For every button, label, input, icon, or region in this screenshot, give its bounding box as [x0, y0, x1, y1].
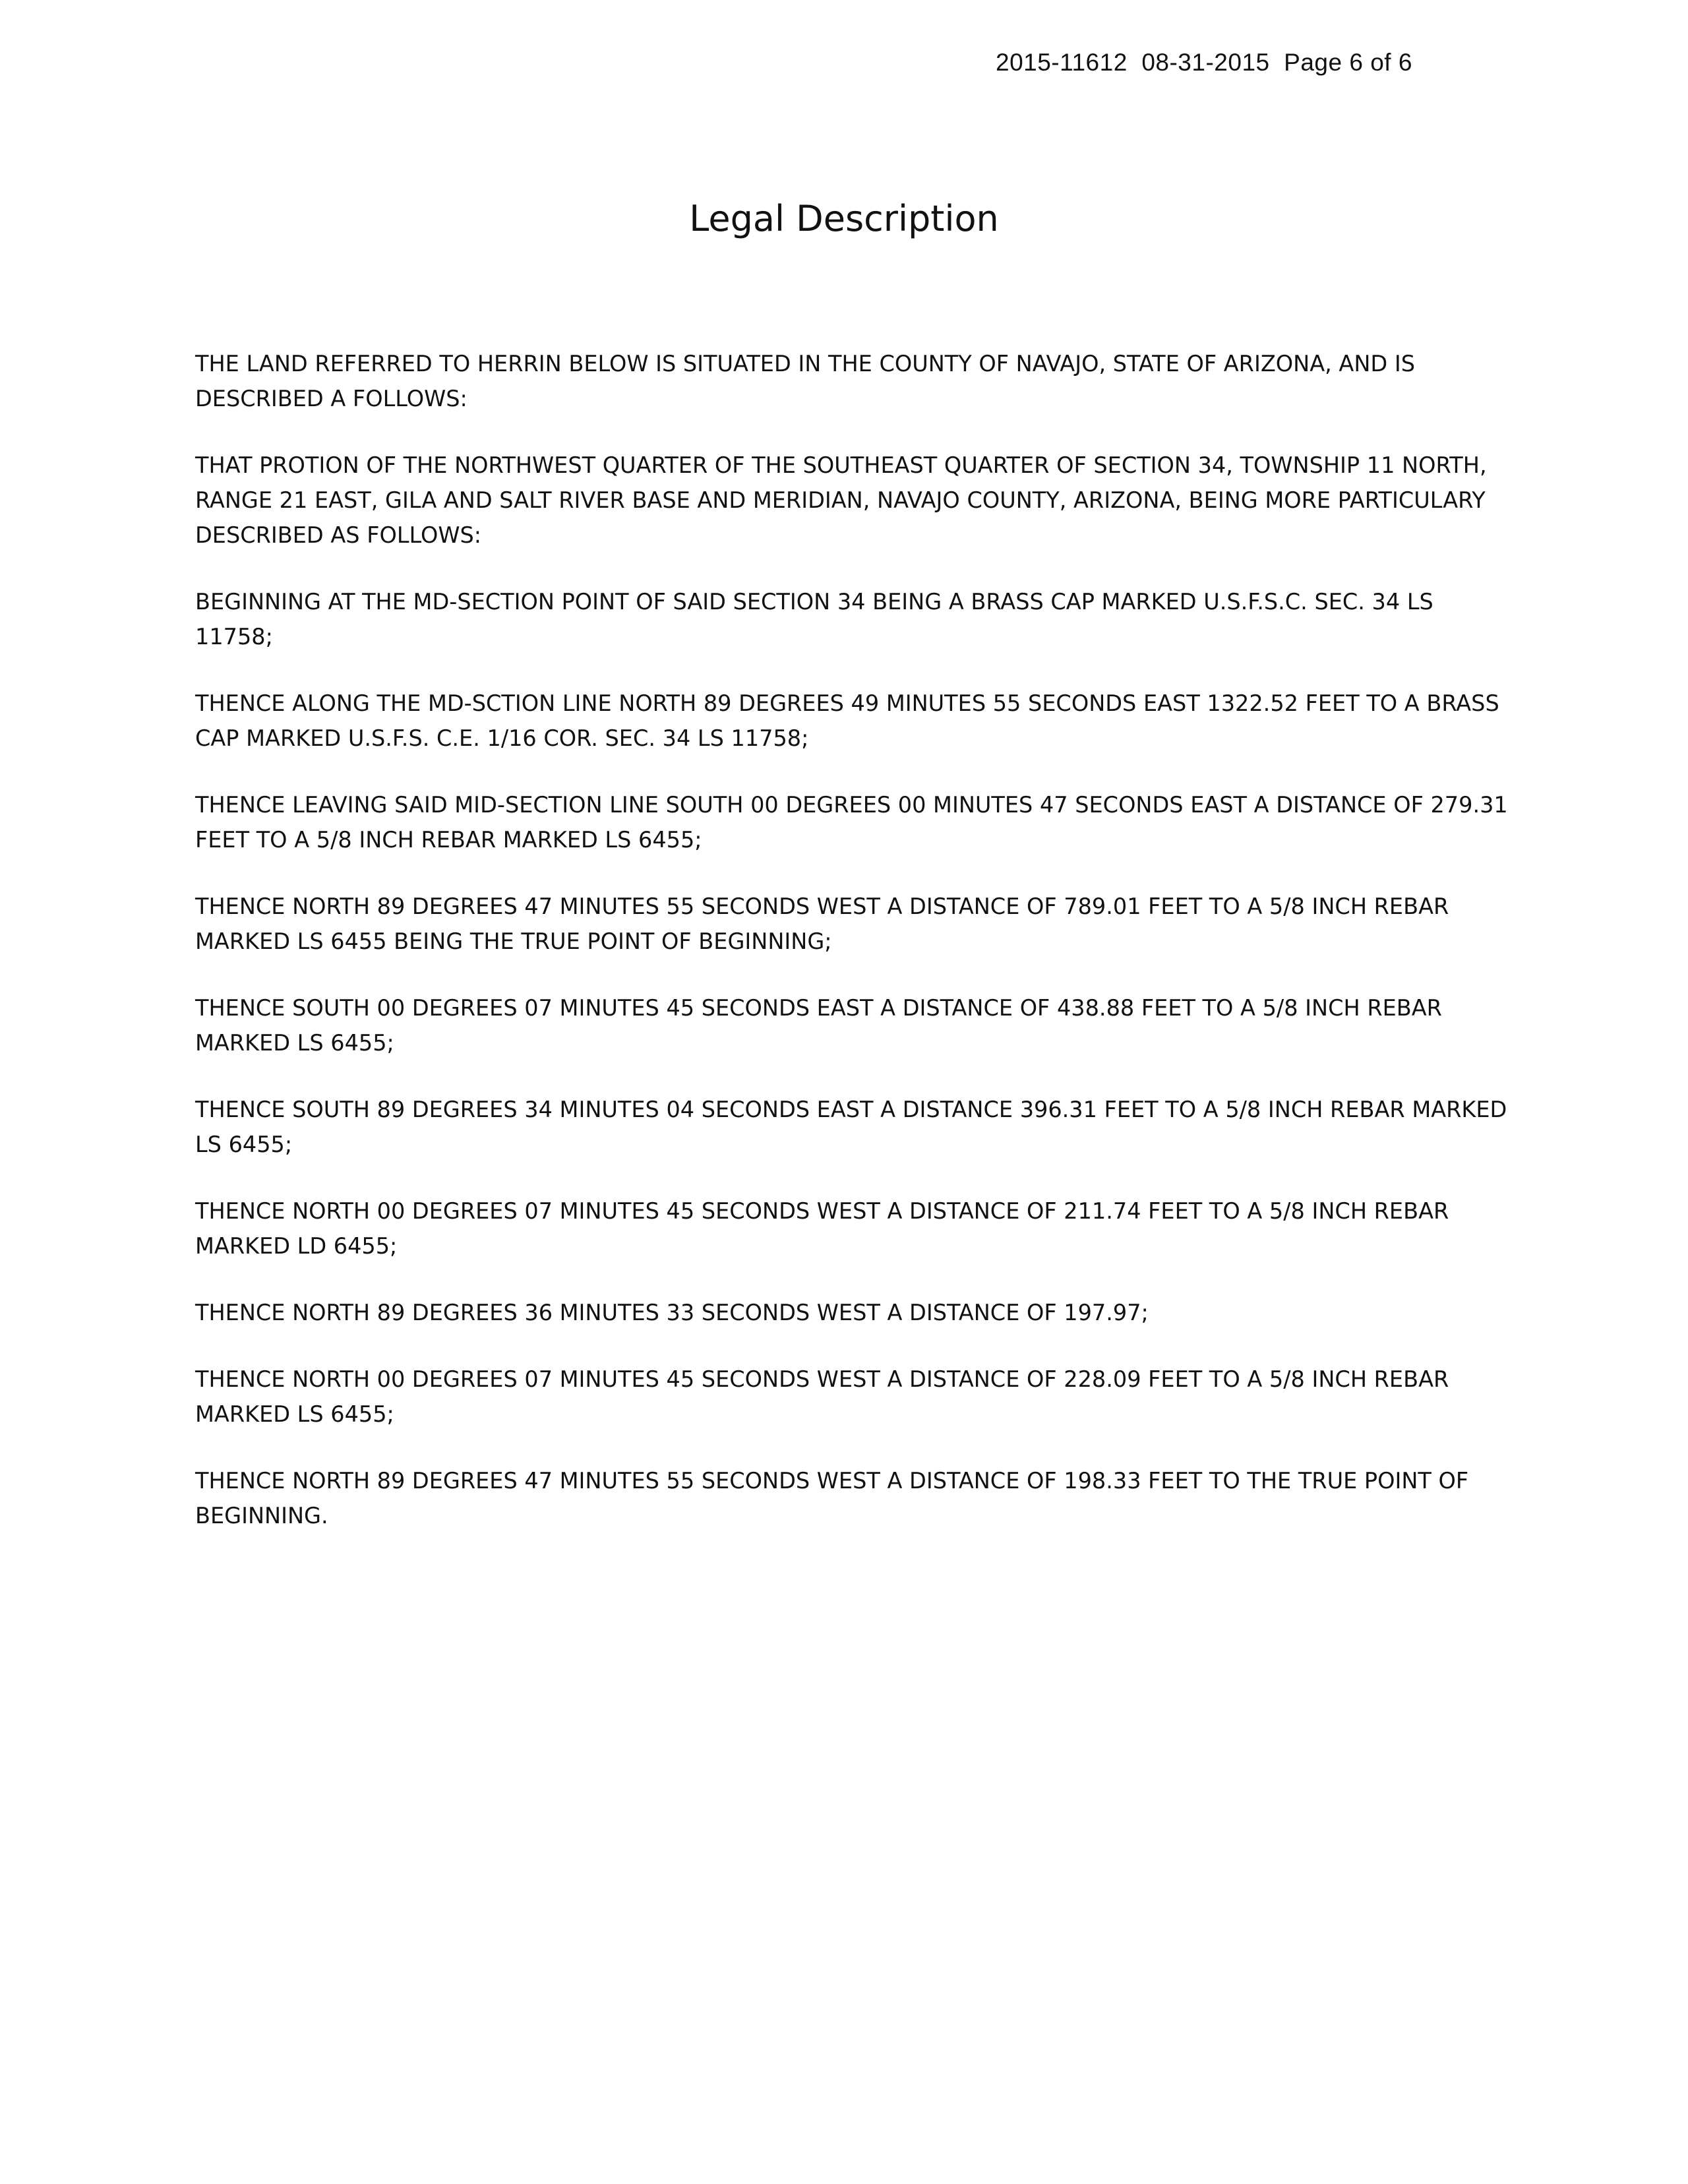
paragraph: THENCE NORTH 89 DEGREES 47 MINUTES 55 SECONDS WEST A DISTANCE OF 789.01 FEET TO A 5/8 INCH REBAR MARKED LS 6455 BEING THE TRUE POINT OF BEGINNING; — [195, 894, 1449, 954]
paragraph: THENCE NORTH 00 DEGREES 07 MINUTES 45 SECONDS WEST A DISTANCE OF 211.74 FEET TO A 5/8 INCH REBAR MARKED LD 6455; — [195, 1198, 1449, 1259]
paragraph: THE LAND REFERRED TO HERRIN BELOW IS SITUATED IN THE COUNTY OF NAVAJO, STATE OF ARIZONA, AND IS DESCRIBED A FOLLOWS: — [195, 351, 1415, 411]
paragraph: THENCE NORTH 89 DEGREES 47 MINUTES 55 SECONDS WEST A DISTANCE OF 198.33 FEET TO THE TRUE POINT OF BEGINNING. — [195, 1468, 1469, 1529]
paragraph: THENCE NORTH 89 DEGREES 36 MINUTES 33 SECONDS WEST A DISTANCE OF 197.97; — [195, 1300, 1149, 1325]
paragraph: THENCE SOUTH 00 DEGREES 07 MINUTES 45 SECONDS EAST A DISTANCE OF 438.88 FEET TO A 5/8 INCH REBAR MARKED LS 6455; — [195, 995, 1442, 1056]
legal-description-body — [195, 346, 1514, 1565]
paragraph: THAT PROTION OF THE NORTHWEST QUARTER OF THE SOUTHEAST QUARTER OF SECTION 34, TOWNSHIP 11 NORTH, RANGE 21 EAST, GILA AND SALT RIVER BASE AND MERIDIAN, NAVAJO COUNTY, ARIZONA, BEING MORE PARTICULARY DESCRIBED AS FOLLOWS: — [195, 452, 1487, 548]
page-title: Legal Description — [689, 198, 999, 239]
paragraph: THENCE ALONG THE MD-SCTION LINE NORTH 89 DEGREES 49 MINUTES 55 SECONDS EAST 1322.52 FEET TO A BRASS CAP MARKED U.S.F.S. C.E. 1/16 COR. SEC. 34 LS 11758; — [195, 690, 1499, 751]
paragraph: THENCE LEAVING SAID MID-SECTION LINE SOUTH 00 DEGREES 00 MINUTES 47 SECONDS EAST A DISTANCE OF 279.31 FEET TO A 5/8 INCH REBAR MARKED LS 6455; — [195, 792, 1508, 853]
paragraph: THENCE SOUTH 89 DEGREES 34 MINUTES 04 SECONDS EAST A DISTANCE 396.31 FEET TO A 5/8 INCH REBAR MARKED LS 6455; — [195, 1097, 1507, 1157]
recording-stamp: 2015-11612 08-31-2015 Page 6 of 6 — [996, 49, 1412, 76]
paragraph: BEGINNING AT THE MD-SECTION POINT OF SAID SECTION 34 BEING A BRASS CAP MARKED U.S.F.S.C. SEC. 34 LS 11758; — [195, 589, 1433, 650]
paragraph: THENCE NORTH 00 DEGREES 07 MINUTES 45 SECONDS WEST A DISTANCE OF 228.09 FEET TO A 5/8 INCH REBAR MARKED LS 6455; — [195, 1366, 1449, 1427]
